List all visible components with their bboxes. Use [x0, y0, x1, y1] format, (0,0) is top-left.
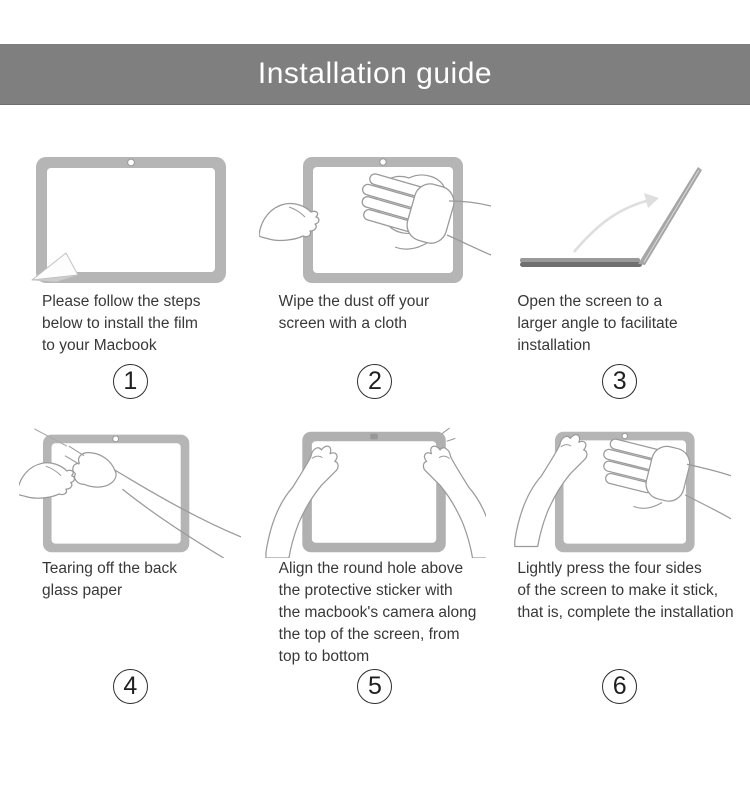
step-number-badge: 1 [113, 364, 148, 399]
caption-line: that is, complete the installation [517, 604, 734, 621]
caption-line: Open the screen to a [517, 293, 663, 310]
caption-line: larger angle to facilitate [517, 315, 678, 332]
step-3 [497, 151, 742, 401]
caption-line: installation [517, 337, 591, 354]
hands-wiping-screen-icon [259, 151, 491, 289]
step-5-illustration [253, 426, 498, 558]
step-number-badge: 2 [357, 364, 392, 399]
caption-line: Align the round hole above [278, 560, 464, 577]
step-2-illustration [253, 151, 498, 289]
caption-line: the top of the screen, from [278, 626, 460, 643]
step-3-illustration [497, 151, 742, 289]
step-4 [8, 426, 253, 706]
step-1-caption [8, 291, 253, 357]
caption-line: screen with a cloth [278, 315, 408, 332]
step-4-caption [8, 558, 253, 602]
step-6 [497, 426, 742, 706]
step-number-badge: 4 [113, 669, 148, 704]
page-title: Installation guide [257, 57, 493, 90]
step-6-caption [497, 558, 742, 624]
step-5 [253, 426, 498, 706]
step-number-badge: 3 [602, 364, 637, 399]
step-2-caption [253, 291, 498, 335]
caption-line: glass paper [42, 582, 123, 599]
caption-line: to your Macbook [42, 337, 157, 354]
caption-line: of the screen to make it stick, [517, 582, 719, 599]
laptop-open-angle-icon [504, 151, 736, 289]
hands-pressing-screen-icon [509, 426, 731, 558]
step-2 [253, 151, 498, 401]
step-1 [8, 151, 253, 401]
step-1-illustration [8, 151, 253, 289]
screen-film-peeling-corner-icon [14, 151, 246, 289]
step-5-caption [253, 558, 498, 668]
caption-line: below to install the film [42, 315, 198, 332]
caption-line: Wipe the dust off your [278, 293, 430, 310]
caption-line: Please follow the steps [42, 293, 201, 310]
caption-line: Tearing off the back [42, 560, 177, 577]
step-6-illustration [497, 426, 742, 558]
step-4-illustration [8, 426, 253, 558]
steps-grid [0, 151, 750, 706]
title-banner [0, 44, 750, 105]
caption-line: Lightly press the four sides [517, 560, 702, 577]
caption-line: the macbook's camera along [278, 604, 477, 621]
hands-aligning-film-icon [264, 426, 486, 558]
step-3-caption [497, 291, 742, 357]
step-number-badge: 5 [357, 669, 392, 704]
step-number-badge: 6 [602, 669, 637, 704]
hands-tearing-paper-icon [19, 426, 241, 558]
caption-line: top to bottom [278, 648, 370, 665]
caption-line: the protective sticker with [278, 582, 453, 599]
